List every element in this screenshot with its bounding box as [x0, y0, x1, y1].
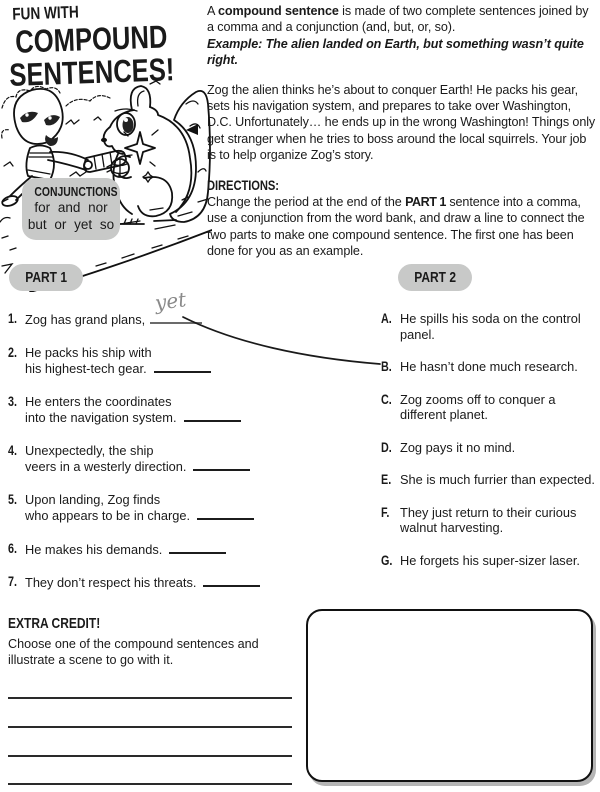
writing-line-4[interactable] — [8, 783, 292, 785]
part1-item-2: 2. He packs his ship with his highest-tech gear. — [8, 345, 276, 377]
part1-item-1: 1. Zog has grand plans, yet — [8, 311, 276, 328]
worksheet-title — [6, 0, 216, 91]
part2-item-d: D. Zog pays it no mind. — [381, 439, 516, 455]
writing-line-1[interactable] — [8, 697, 292, 699]
alien-eye-right — [44, 115, 60, 125]
conjunction-blank-7[interactable] — [203, 574, 260, 587]
story-paragraph: Zog the alien thinks he’s about to conquer Earth! He packs his gear, sets his navigation system, and prepares to take over Washington, D.C. Unfortunately… he ends up in the wrong Washington! Things only get stranger when he tries to boss around the local squirrels. Your job is to help organize Zog’s story. — [207, 82, 596, 163]
title-line-1: COMPOUND — [14, 18, 168, 60]
directions-part1-ref: PART 1 — [405, 195, 446, 210]
conjunction-blank-3[interactable] — [184, 409, 241, 422]
squirrel-ear — [131, 86, 151, 110]
conjunction-blank-4[interactable] — [193, 458, 250, 471]
alien-mouth — [45, 135, 58, 146]
drawing-area[interactable] — [306, 609, 593, 782]
conjunction-blank-6[interactable] — [169, 541, 226, 554]
term-compound-sentence: compound sentence — [218, 4, 339, 18]
word-bank-row-1: for and nor — [34, 200, 108, 215]
handwritten-answer: yet — [153, 287, 188, 315]
conjunction-blank-2[interactable] — [154, 360, 211, 373]
definition-paragraph: A compound sentence is made of two complete sentences joined by a comma and a conjunction (and, but, or, so). Example: The alien landed on Earth, but something wasn’t quite right. — [207, 3, 598, 69]
conjunctions-word-bank — [22, 178, 120, 240]
conjunction-blank-5[interactable] — [197, 507, 254, 520]
directions-paragraph: Change the period at the end of the PART 1 sentence into a comma, use a conjunction from the word bank, and draw a line to connect the two parts to make one compound sentence. The first one has been done for you as an example. — [207, 195, 585, 259]
extra-credit-section — [8, 615, 293, 787]
part2-item-b: B. He hasn’t done much research. — [381, 359, 578, 374]
part2-label-pill: PART 2 — [398, 264, 472, 291]
part1-item-6: 6. He makes his demands. — [8, 541, 276, 558]
part2-item-c: C. Zog zooms off to conquer a different planet. — [381, 391, 556, 422]
word-bank-title: CONJUNCTIONS — [34, 184, 118, 199]
part2-item-g: G. He forgets his super-sizer laser. — [381, 552, 580, 568]
writing-line-2[interactable] — [8, 726, 292, 728]
squirrel-nose — [101, 138, 107, 142]
part2-item-f: F. They just return to their curious walnut harvesting. — [381, 504, 577, 535]
extra-credit-heading: EXTRA CREDIT! — [8, 615, 101, 632]
example-sentence: Example: The alien landed on Earth, but something wasn’t quite right. — [207, 36, 584, 68]
directions-heading: DIRECTIONS: — [207, 176, 279, 193]
part2-item-e: E. She is much furrier than expected. — [381, 472, 595, 487]
title-kicker: FUN WITH — [11, 2, 80, 24]
writing-line-3[interactable] — [8, 755, 292, 757]
part1-item-7: 7. They don’t respect his threats. — [8, 574, 276, 591]
alien-eye-left — [20, 112, 38, 123]
part2-list — [381, 311, 599, 585]
part1-item-4: 4. Unexpectedly, the ship veers in a westerly direction. — [8, 443, 276, 475]
part1-item-5: 5. Upon landing, Zog finds who appears to be in charge. — [8, 492, 276, 524]
conjunction-blank-1[interactable] — [150, 287, 202, 324]
part1-item-3: 3. He enters the coordinates into the navigation system. — [8, 394, 276, 426]
part2-item-a: A. He spills his soda on the control panel. — [381, 311, 581, 342]
extra-credit-text: Choose one of the compound sentences and illustrate a scene to go with it. — [8, 637, 259, 668]
intro-column — [207, 3, 598, 260]
part1-label-pill: PART 1 — [9, 264, 83, 291]
word-bank-row-2: but or yet so — [27, 217, 115, 232]
title-line-2: SENTENCES! — [8, 51, 175, 93]
part1-list — [8, 287, 276, 608]
